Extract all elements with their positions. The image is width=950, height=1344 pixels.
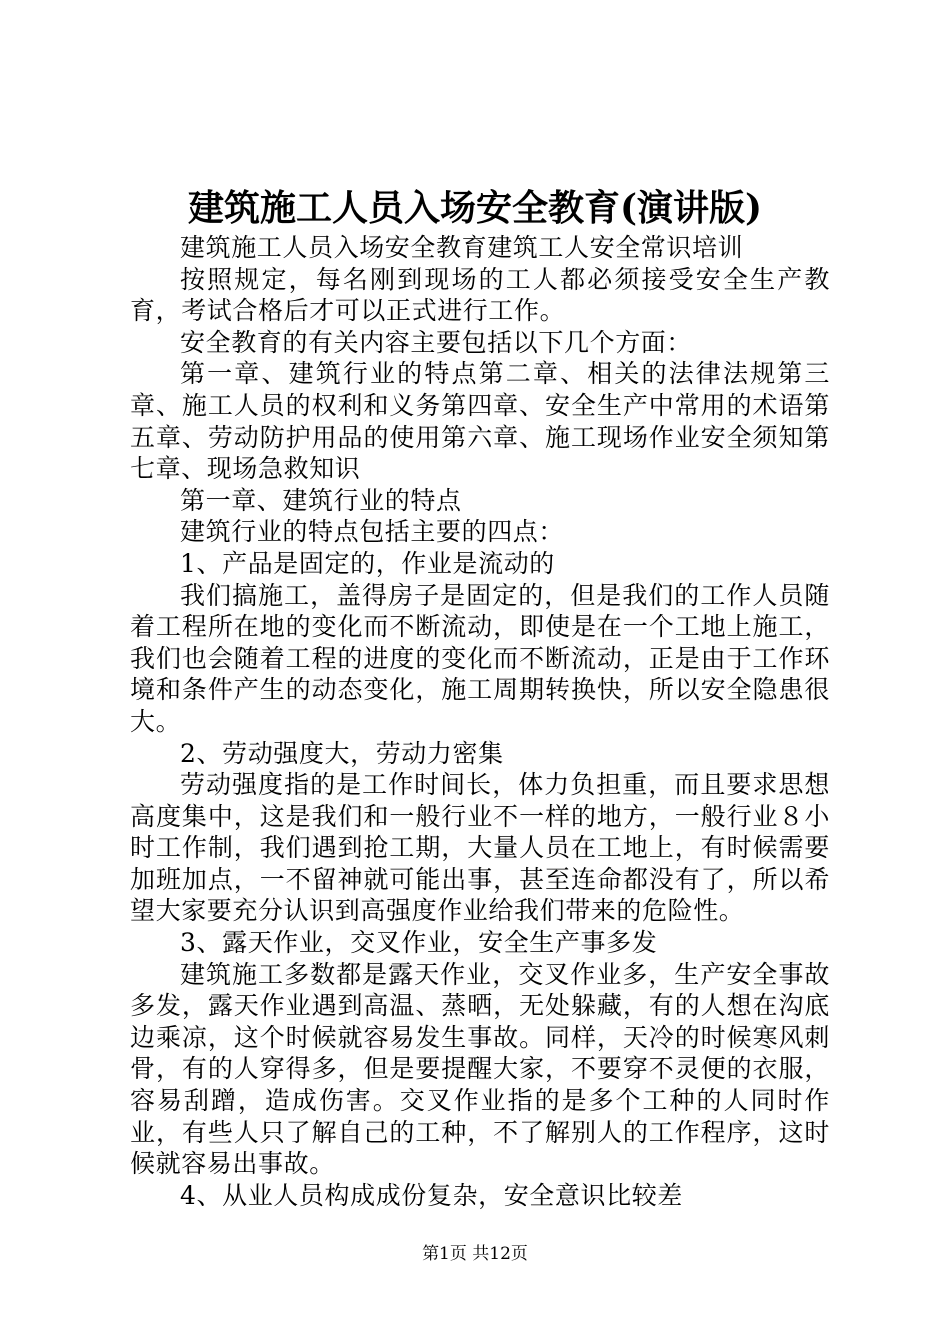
paragraph: 安全教育的有关内容主要包括以下几个方面： (180, 327, 693, 357)
paragraph: 建筑施工人员入场安全教育建筑工人安全常识培训 (180, 233, 744, 262)
paragraph: 1、产品是固定的，作业是流动的 (180, 548, 555, 578)
document-body (130, 232, 830, 1211)
paragraph: 我们搞施工，盖得房子是固定的，但是我们的工作人员随着工程所在地的变化而不断流动，即使是在一个工地上施工，我们也会随着工程的进度的变化而不断流动，正是由于工作环境和条件产生的动态变化，施工周期转换快，所以安全隐患很大。 (130, 580, 830, 736)
paragraph: 按照规定，每名刚到现场的工人都必须接受安全生产教育，考试合格后才可以正式进行工作。 (130, 264, 830, 326)
paragraph: 2、劳动强度大，劳动力密集 (180, 738, 504, 768)
paragraph: 第一章、建筑行业的特点 (180, 485, 462, 515)
paragraph: 4、从业人员构成成份复杂，安全意识比较差 (180, 1180, 683, 1210)
paragraph: 第一章、建筑行业的特点第二章、相关的法律法规第三章、施工人员的权利和义务第四章、安全生产中常用的术语第五章、劳动防护用品的使用第六章、施工现场作业安全须知第七章、现场急救知识 (130, 359, 830, 484)
paragraph: 劳动强度指的是工作时间长，体力负担重，而且要求思想高度集中，这是我们和一般行业不一样的地方，一般行业８小时工作制，我们遇到抢工期，大量人员在工地上，有时候需要加班加点，一不留神就可能出事，甚至连命都没有了，所以希望大家要充分认识到高强度作业给我们带来的危险性。 (130, 770, 830, 926)
page-footer: 第1页 共12页 (422, 1244, 528, 1264)
paragraph: 建筑行业的特点包括主要的四点： (180, 517, 565, 547)
paragraph: 3、露天作业，交叉作业，安全生产事多发 (180, 928, 658, 958)
document-title: 建筑施工人员入场安全教育(演讲版) (187, 187, 763, 229)
paragraph: 建筑施工多数都是露天作业，交叉作业多，生产安全事故多发，露天作业遇到高温、蒸晒，无处躲藏，有的人想在沟底边乘凉，这个时候就容易发生事故。同样，天冷的时候寒风刺骨，有的人穿得多，但是要提醒大家，不要穿不灵便的衣服，容易刮蹭，造成伤害。交叉作业指的是多个工种的人同时作业，有些人只了解自己的工种，不了解别人的工作程序，这时候就容易出事故。 (130, 959, 830, 1179)
